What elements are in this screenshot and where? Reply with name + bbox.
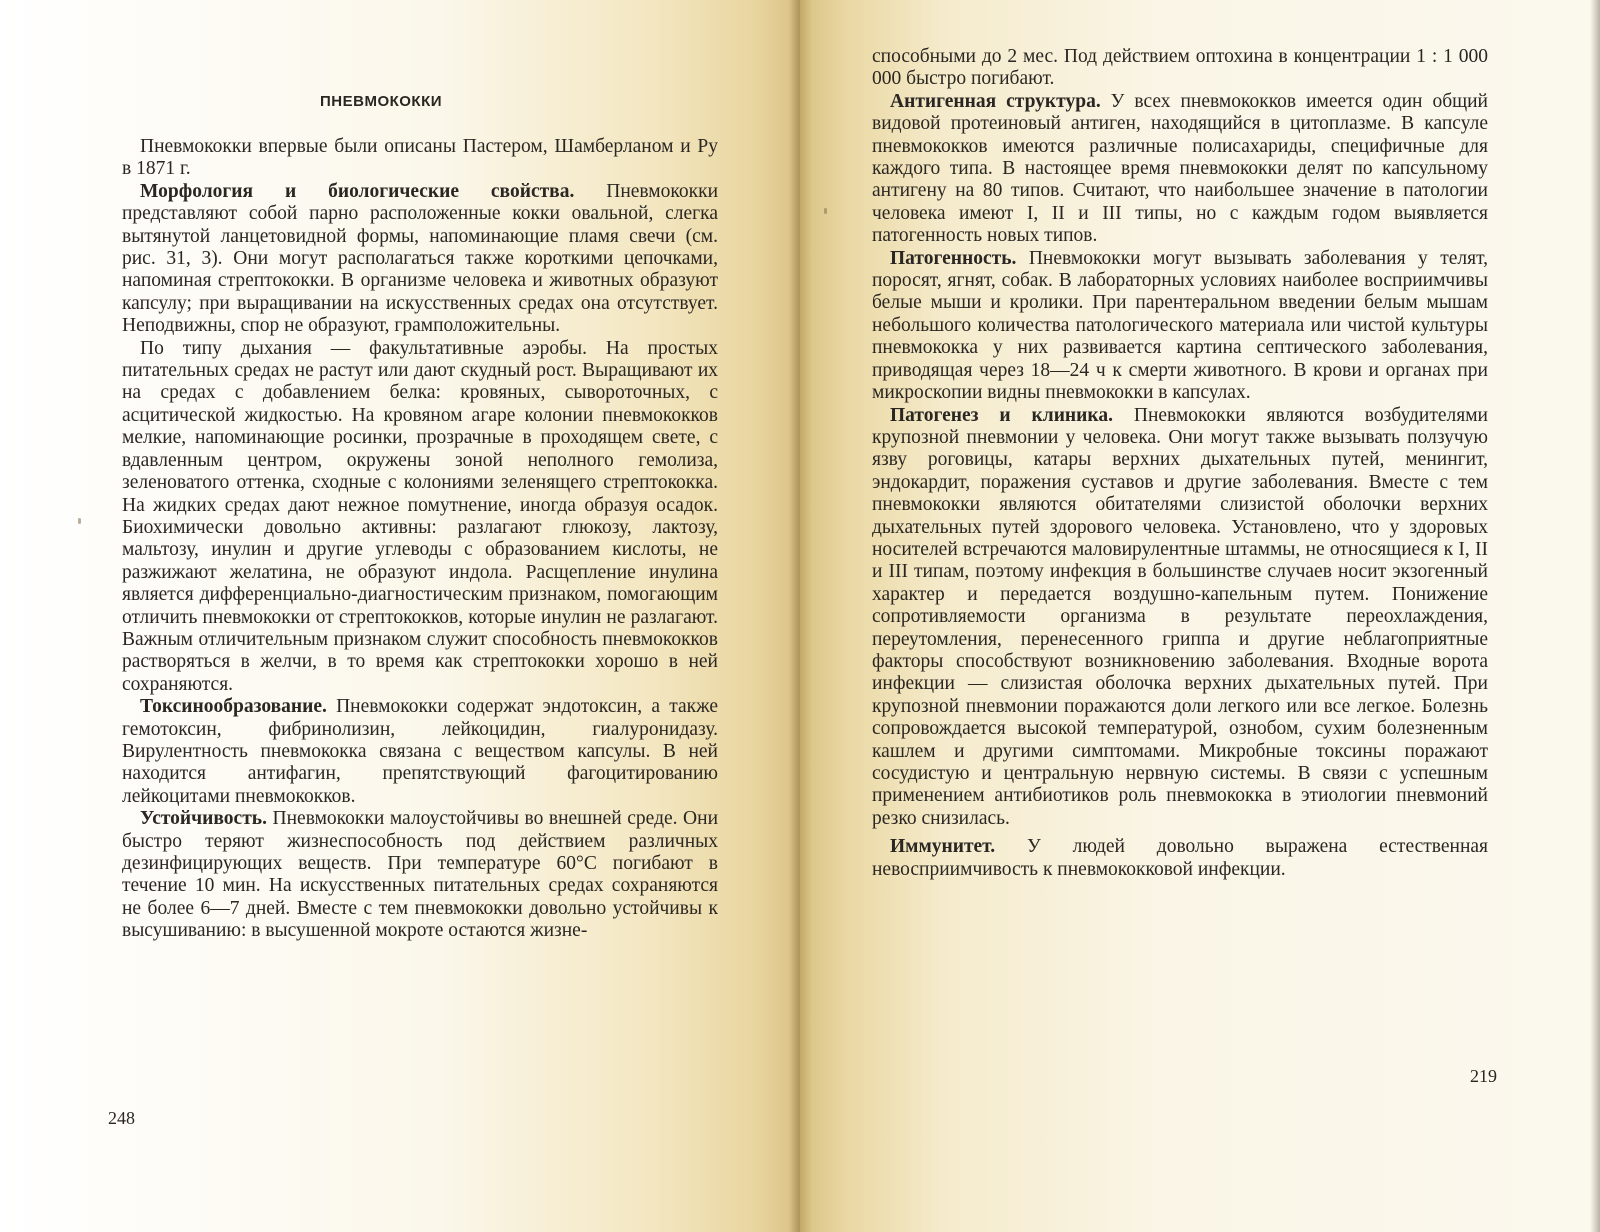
page-shadow <box>1590 0 1600 1232</box>
print-speck <box>78 518 81 524</box>
page-number-left: 248 <box>108 1108 135 1128</box>
immunity-title: Иммунитет. <box>890 836 996 858</box>
resistance-title: Устойчивость. <box>140 808 267 830</box>
right-text-block <box>872 46 1488 881</box>
morphology-text: Пневмококки представляют собой парно расположенные кокки овальной, слегка вытянутой ланцетовидной формы, напоминающие пламя свечи (см. рис. 31, 3). Они могут располагаться также короткими цепочками, напоминая стрептококки. В организме человека и животных образуют капсулу; при выращивании на искусственных средах она отсутствует. Неподвижны, спор не образуют, грамположительны. <box>122 180 719 337</box>
continuation-paragraph: способными до 2 мес. Под действием оптохина в концентрации 1 : 1 000 000 быстро погибают. <box>872 46 1488 90</box>
antigen-title: Антигенная структура. <box>890 90 1101 112</box>
book-gutter <box>788 0 812 1232</box>
morphology-paragraph <box>122 181 718 338</box>
pathogenesis-paragraph <box>872 405 1488 831</box>
toxins-title: Токсинообразование. <box>140 696 327 718</box>
resistance-paragraph <box>122 808 718 942</box>
antigen-text: У всех пневмококков имеется один общий видовой протеиновый антиген, находящийся в цитоплазме. В капсуле пневмококков имеются различные полисахариды, специфичные для каждого типа. В настоящее время пневмококки делят по капсульному антигену на 80 типов. Считают, что наибольшее значение в патологии человека имеют I, II и III типы, но с каждым годом выявляется патогенность новых типов. <box>872 90 1488 247</box>
intro-paragraph: Пневмококки впервые были описаны Пастером, Шамберланом и Ру в 1871 г. <box>122 136 718 180</box>
page-number-right: 219 <box>1470 1066 1497 1086</box>
immunity-paragraph <box>872 836 1488 881</box>
resistance-text: Пневмококки малоустойчивы во внешней среде. Они быстро теряют жизнеспособность под действием различных дезинфицирующих веществ. При температуре 60°С погибают в течение 10 мин. На искусственных питательных средах сохраняются не более 6—7 дней. Вместе с тем пневмококки довольно устойчивы к высушиванию: в высушенной мокроте остаются жизне- <box>122 808 719 942</box>
toxins-paragraph <box>122 696 718 808</box>
pathogenesis-title: Патогенез и клиника. <box>890 404 1113 426</box>
antigen-paragraph <box>872 91 1488 248</box>
pathogenicity-title: Патогенность. <box>890 247 1017 269</box>
pathogenesis-text: Пневмококки являются возбудителями крупозной пневмонии у человека. Они могут также вызывать ползучую язву роговицы, катары верхних дыхательных путей, менингит, эндокардит, поражения суставов и другие заболевания. Вместе с тем пневмококки являются обитателями слизистой оболочки верхних дыхательных путей здорового человека. Установлено, что у здоровых носителей встречаются маловирулентные штаммы, не относящиеся к I, II и III типам, поэтому инфекция в большинстве случаев носит экзогенный характер и передается воздушно-капельным путем. Понижение сопротивляемости организма в результате переохлаждения, переутомления, перенесенного гриппа и другие неблагоприятные факторы способствуют возникновению заболевания. Входные ворота инфекции — слизистая оболочка верхних дыхательных путей. При крупозной пневмонии поражаются доли легкого или все легкое. Болезнь сопровождается высокой температурой, ознобом, сухим болезненным кашлем и другими симптомами. Микробные токсины поражают сосудистую и центральную нервную системы. В связи с успешным применением антибиотиков роль пневмококка в этиологии пневмоний резко снизилась. <box>872 404 1488 829</box>
morphology-title: Морфология и биологические свойства. <box>140 180 575 202</box>
left-text-block <box>122 136 718 943</box>
chapter-heading: ПНЕВМОКОККИ <box>320 93 443 110</box>
respiration-paragraph: По типу дыхания — факультативные аэробы. На простых питательных средах не растут или дают скудный рост. Выращивают их на средах с добавлением белка: кровяных, сывороточных, с асцитической жидкостью. На кровяном агаре колонии пневмококков мелкие, напоминающие росинки, прозрачные в проходящем свете, с вдавленным центром, окружены зоной неполного гемолиза, зеленоватого оттенка, сходные с колониями зеленящего стрептококка. На жидких средах дают нежное помутнение, иногда образуя осадок. Биохимически довольно активны: разлагают глюкозу, лактозу, мальтозу, инулин и другие углеводы с образованием кислоты, не разжижают желатина, не образуют индола. Расщепление инулина является дифференциально-диагностическим признаком, помогающим отличить пневмококки от стрептококков, которые инулин не разлагают. Важным отличительным признаком служит способность пневмококков растворяться в желчи, в то время как стрептококки хорошо в ней сохраняются. <box>122 337 718 695</box>
pathogenicity-paragraph <box>872 248 1488 405</box>
pathogenicity-text: Пневмококки могут вызывать заболевания у телят, поросят, ягнят, собак. В лабораторных условиях наиболее восприимчивы белые мыши и кролики. При парентеральном введении белым мышам небольшого количества патологического материала или чистой культуры пневмококка у них развивается картина септического заболевания, приводящая через 18—24 ч к смерти животного. В крови и органах при микроскопии видны пневмококки в капсулах. <box>872 247 1488 404</box>
print-speck <box>824 208 827 214</box>
right-page <box>800 0 1600 1232</box>
immunity-text: У людей довольно выражена естественная невосприимчивость к пневмококковой инфекции. <box>872 836 1489 880</box>
toxins-text: Пневмококки содержат эндотоксин, а также гемотоксин, фибринолизин, лейкоцидин, гиалуронидазу. Вирулентность пневмококка связана с веществом капсулы. В ней находится антифагин, препятствующий фагоцитированию лейкоцитами пневмококков. <box>122 696 718 807</box>
